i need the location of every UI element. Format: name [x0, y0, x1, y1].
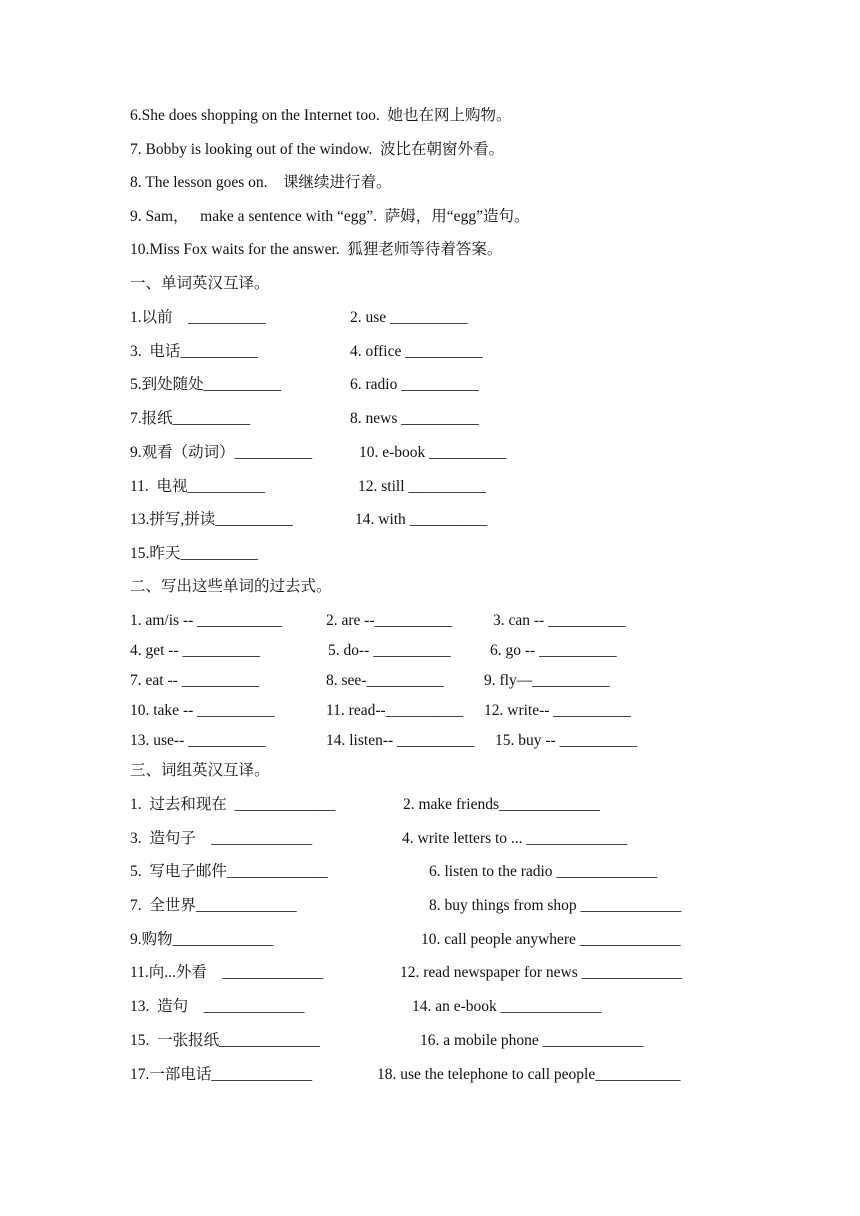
s3-item-5: 5. 写电子邮件_____________	[130, 863, 328, 880]
section3-heading: 三、词组英汉互译。	[130, 762, 270, 779]
sentence-8: 8. The lesson goes on. 课继续进行着。	[130, 174, 392, 191]
s3-item-1: 1. 过去和现在 _____________	[130, 796, 336, 813]
s3-item-16: 16. a mobile phone _____________	[420, 1032, 644, 1049]
sentence-7: 7. Bobby is looking out of the window. 波比在朝窗外看。	[130, 141, 505, 158]
s3-item-6: 6. listen to the radio _____________	[429, 863, 658, 880]
s3-item-13: 13. 造句 _____________	[130, 998, 305, 1015]
s2-item-2: 2. are --__________	[326, 612, 453, 629]
s1-item-11: 11. 电视__________	[130, 478, 266, 495]
s2-item-5: 5. do-- __________	[328, 642, 451, 659]
s1-item-14: 14. with __________	[355, 511, 488, 528]
s3-item-7: 7. 全世界_____________	[130, 897, 297, 914]
s2-item-15: 15. buy -- __________	[495, 732, 638, 749]
s3-item-10: 10. call people anywhere _____________	[421, 931, 681, 948]
s3-item-14: 14. an e-book _____________	[412, 998, 602, 1015]
s3-item-2: 2. make friends_____________	[403, 796, 600, 813]
sentence-6: 6.She does shopping on the Internet too. 她也在网上购物。	[130, 107, 512, 124]
s3-item-8: 8. buy things from shop _____________	[429, 897, 682, 914]
s2-item-14: 14. listen-- __________	[326, 732, 475, 749]
sentence-9: 9. Sam， make a sentence with “egg”. 萨姆，用“egg”造句。	[130, 208, 530, 225]
s1-item-9: 9.观看（动词）__________	[130, 444, 313, 461]
s3-item-3: 3. 造句子 _____________	[130, 830, 313, 847]
sentence-10: 10.Miss Fox waits for the answer. 狐狸老师等待着答案。	[130, 241, 503, 258]
s1-item-15: 15.昨天__________	[130, 545, 258, 562]
s2-item-6: 6. go -- __________	[490, 642, 617, 659]
s2-item-9: 9. fly—__________	[484, 672, 610, 689]
s3-item-11: 11.向...外看 _____________	[130, 964, 324, 981]
s3-item-15: 15. 一张报纸_____________	[130, 1032, 320, 1049]
s1-item-2: 2. use __________	[350, 309, 468, 326]
s1-item-5: 5.到处随处__________	[130, 376, 282, 393]
s2-item-3: 3. can -- __________	[493, 612, 626, 629]
s3-item-18: 18. use the telephone to call people___________	[377, 1066, 681, 1083]
s2-item-12: 12. write-- __________	[484, 702, 631, 719]
s1-item-10: 10. e-book __________	[359, 444, 507, 461]
s3-item-4: 4. write letters to ... _____________	[402, 830, 628, 847]
s2-item-11: 11. read--__________	[326, 702, 464, 719]
section1-heading: 一、单词英汉互译。	[130, 275, 270, 292]
s1-item-13: 13.拼写,拼读__________	[130, 511, 293, 528]
s2-item-4: 4. get -- __________	[130, 642, 261, 659]
s3-item-12: 12. read newspaper for news _____________	[400, 964, 683, 981]
s1-item-1: 1.以前 __________	[130, 309, 266, 326]
s2-item-10: 10. take -- __________	[130, 702, 275, 719]
s3-item-17: 17.一部电话_____________	[130, 1066, 313, 1083]
s1-item-6: 6. radio __________	[350, 376, 479, 393]
s1-item-8: 8. news __________	[350, 410, 479, 427]
s1-item-7: 7.报纸__________	[130, 410, 251, 427]
s2-item-7: 7. eat -- __________	[130, 672, 260, 689]
s2-item-1: 1. am/is -- ___________	[130, 612, 283, 629]
s2-item-13: 13. use-- __________	[130, 732, 266, 749]
s1-item-4: 4. office __________	[350, 343, 483, 360]
s2-item-8: 8. see-__________	[326, 672, 444, 689]
section2-heading: 二、写出这些单词的过去式。	[130, 578, 332, 595]
s3-item-9: 9.购物_____________	[130, 931, 274, 948]
s1-item-12: 12. still __________	[358, 478, 486, 495]
s1-item-3: 3. 电话__________	[130, 343, 258, 360]
